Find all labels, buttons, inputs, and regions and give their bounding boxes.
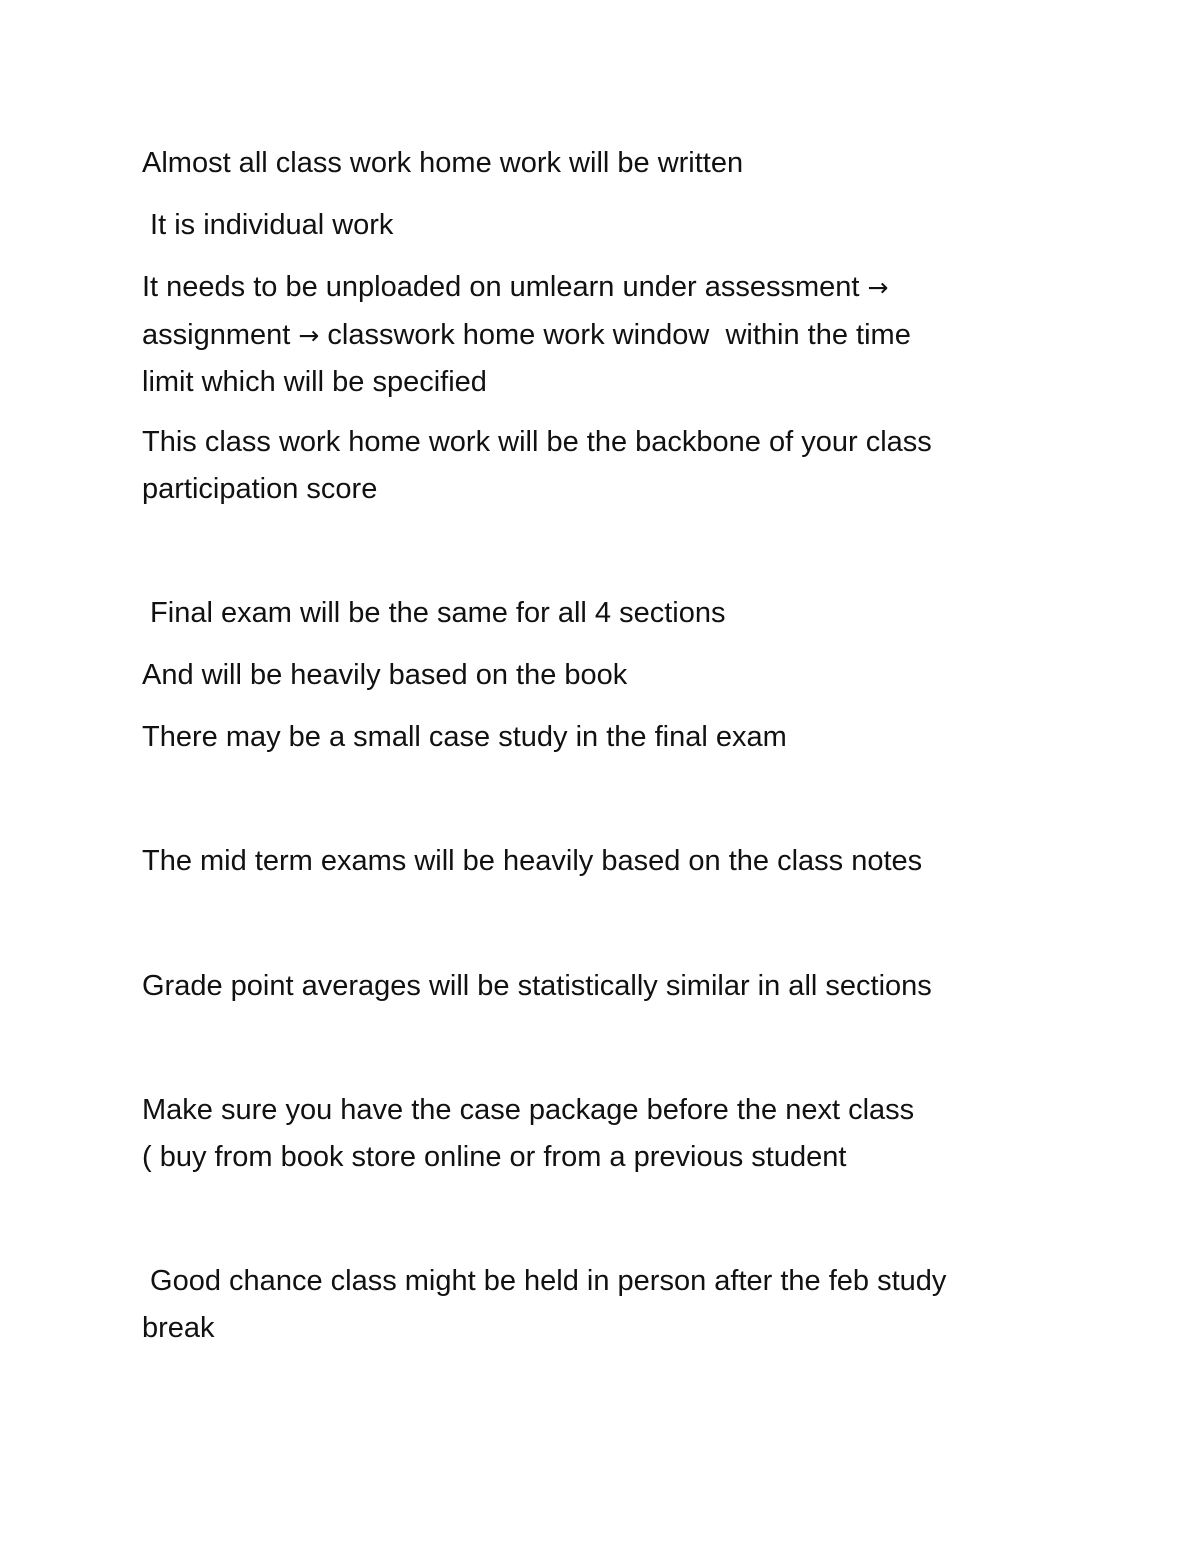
text-line: And will be heavily based on the book [142, 659, 628, 691]
paragraph-grade-averages [142, 963, 1062, 1010]
text-line: classwork home work window within the time [327, 318, 911, 351]
text-line: Final exam will be the same for all 4 sections [142, 597, 726, 629]
text-line: There may be a small case study in the final exam [142, 721, 787, 753]
text-line: limit which will be specified [142, 366, 487, 398]
text-line: Almost all class work home work will be written [142, 147, 744, 179]
text-line: Make sure you have the case package before the next class [142, 1094, 915, 1126]
right-arrow-icon: → [298, 320, 320, 350]
paragraph-in-person [142, 1258, 1062, 1351]
text-line: ( buy from book store online or from a previous student [142, 1140, 847, 1173]
text-line: It is individual work [142, 209, 394, 241]
paragraph-final-exam [142, 590, 1062, 637]
text-line: assignment [142, 318, 291, 351]
paragraph-case-study [142, 714, 1062, 761]
paragraph-case-package [142, 1087, 1062, 1180]
paragraph-participation-score [142, 419, 1062, 512]
right-arrow-icon: → [867, 273, 889, 302]
text-line: participation score [142, 472, 378, 505]
text-line: The mid term exams will be heavily based on the class notes [142, 845, 923, 877]
paragraph-mid-term [142, 838, 1062, 885]
paragraph-individual-work [142, 202, 1062, 249]
paragraph-book-based [142, 652, 1062, 699]
text-line: It needs to be unploaded on umlearn under assessment [142, 271, 860, 303]
text-line: break [142, 1311, 215, 1344]
paragraph-upload-instructions [142, 264, 1062, 406]
text-line: This class work home work will be the backbone of your class [142, 426, 932, 458]
text-line: Grade point averages will be statistically similar in all sections [142, 970, 932, 1002]
paragraph-written-work [142, 140, 1062, 187]
text-line: Good chance class might be held in person after the feb study [142, 1265, 947, 1297]
